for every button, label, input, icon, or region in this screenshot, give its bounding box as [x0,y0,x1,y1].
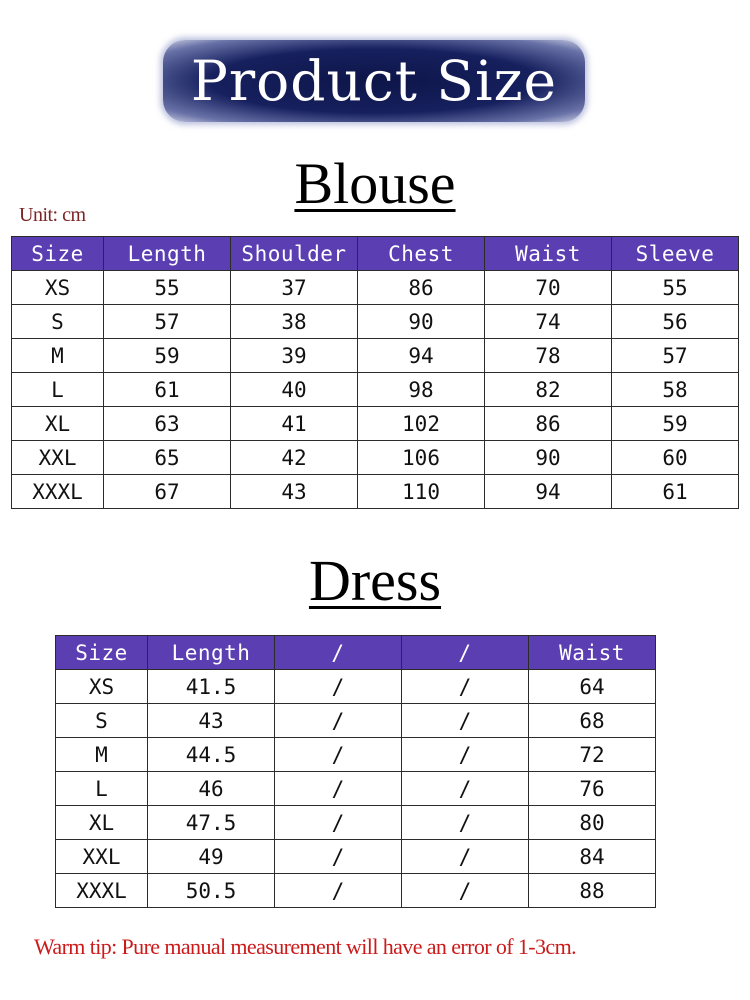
table-row [12,339,739,373]
table-cell: / [275,670,402,704]
table-cell: 42 [231,441,358,475]
header-row [56,636,656,670]
table-cell: 76 [529,772,656,806]
column-header-blank: / [402,636,529,670]
blouse-table-header [12,237,739,271]
dress-size-table [55,635,656,908]
table-row [56,874,656,908]
table-cell: 55 [104,271,231,305]
table-row [12,407,739,441]
table-cell: 49 [148,840,275,874]
table-cell: M [12,339,104,373]
table-cell: M [56,738,148,772]
table-cell: S [56,704,148,738]
header-row [12,237,739,271]
table-cell: XXXL [56,874,148,908]
table-cell: 94 [358,339,485,373]
table-row [12,305,739,339]
table-cell: 44.5 [148,738,275,772]
table-cell: / [402,670,529,704]
table-cell: / [275,772,402,806]
table-cell: XL [12,407,104,441]
table-row [56,704,656,738]
page-title: Product Size [190,48,558,113]
table-row [12,373,739,407]
table-cell: 102 [358,407,485,441]
table-row [56,840,656,874]
table-cell: 78 [485,339,612,373]
table-cell: 40 [231,373,358,407]
table-cell: XL [56,806,148,840]
table-cell: 70 [485,271,612,305]
table-cell: L [56,772,148,806]
table-cell: XXL [56,840,148,874]
table-row [12,475,739,509]
table-cell: 46 [148,772,275,806]
table-row [12,441,739,475]
table-cell: 82 [485,373,612,407]
dress-title-text: Dress [308,548,442,613]
table-cell: 64 [529,670,656,704]
table-row [56,806,656,840]
column-header-chest: Chest [358,237,485,271]
table-cell: / [402,704,529,738]
table-cell: 39 [231,339,358,373]
table-cell: 61 [612,475,739,509]
table-cell: 86 [485,407,612,441]
column-header-length: Length [104,237,231,271]
table-cell: 110 [358,475,485,509]
table-cell: 86 [358,271,485,305]
column-header-length: Length [148,636,275,670]
table-cell: / [402,840,529,874]
dress-table-header [56,636,656,670]
column-header-size: Size [56,636,148,670]
table-cell: 65 [104,441,231,475]
table-cell: 43 [231,475,358,509]
table-cell: XXL [12,441,104,475]
table-cell: / [275,704,402,738]
table-cell: 90 [358,305,485,339]
table-row [12,271,739,305]
title-banner [163,40,585,122]
dress-table-body [56,670,656,908]
table-cell: 80 [529,806,656,840]
column-header-shoulder: Shoulder [231,237,358,271]
table-cell: 41 [231,407,358,441]
table-cell: 41.5 [148,670,275,704]
table-cell: 60 [612,441,739,475]
table-cell: 56 [612,305,739,339]
column-header-waist: Waist [529,636,656,670]
table-cell: 58 [612,373,739,407]
table-row [56,738,656,772]
table-cell: 106 [358,441,485,475]
blouse-table-body [12,271,739,509]
column-header-waist: Waist [485,237,612,271]
table-cell: 59 [612,407,739,441]
table-cell: 98 [358,373,485,407]
table-cell: 50.5 [148,874,275,908]
unit-label: Unit: cm [19,204,86,226]
table-cell: / [275,738,402,772]
table-cell: 94 [485,475,612,509]
table-cell: 63 [104,407,231,441]
dress-section-title [0,548,750,613]
table-cell: L [12,373,104,407]
table-cell: / [402,874,529,908]
table-cell: XS [12,271,104,305]
table-cell: 47.5 [148,806,275,840]
table-cell: / [275,806,402,840]
table-cell: 57 [104,305,231,339]
column-header-size: Size [12,237,104,271]
blouse-size-table [11,236,739,509]
table-cell: XXXL [12,475,104,509]
table-row [56,772,656,806]
column-header-blank: / [275,636,402,670]
table-cell: 43 [148,704,275,738]
table-cell: 67 [104,475,231,509]
table-cell: 37 [231,271,358,305]
warm-tip-note: Warm tip: Pure manual measurement will have an error of 1-3cm. [34,934,576,959]
table-cell: 84 [529,840,656,874]
table-cell: / [275,840,402,874]
table-cell: / [402,738,529,772]
table-cell: 72 [529,738,656,772]
table-cell: / [402,806,529,840]
table-cell: XS [56,670,148,704]
table-cell: 55 [612,271,739,305]
table-cell: 74 [485,305,612,339]
table-cell: / [275,874,402,908]
table-cell: 38 [231,305,358,339]
table-row [56,670,656,704]
table-cell: 68 [529,704,656,738]
table-cell: 61 [104,373,231,407]
table-cell: 57 [612,339,739,373]
table-cell: 88 [529,874,656,908]
table-cell: / [402,772,529,806]
table-cell: 90 [485,441,612,475]
table-cell: S [12,305,104,339]
table-cell: 59 [104,339,231,373]
column-header-sleeve: Sleeve [612,237,739,271]
blouse-title-text: Blouse [294,151,456,216]
